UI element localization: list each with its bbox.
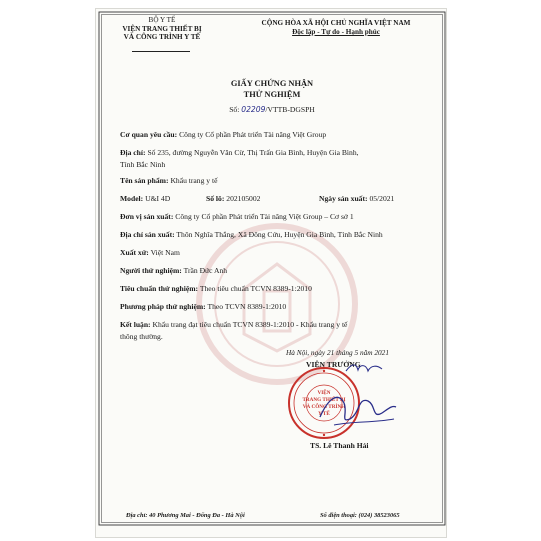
- factory-address-label: Địa chỉ sản xuất:: [120, 230, 175, 239]
- tester-label: Người thử nghiệm:: [120, 266, 182, 275]
- issue-date: Hà Nội, ngày 21 tháng 5 năm 2021: [286, 348, 389, 357]
- ministry-name: BỘ Y TẾ: [148, 16, 176, 24]
- manufacturer-row: [120, 212, 354, 223]
- institute-name-line2: VÀ CÔNG TRÌNH Y TẾ: [123, 33, 201, 42]
- address-row-continued: [120, 160, 165, 171]
- conclusion-row: [120, 320, 347, 331]
- seal-text-line4: Y TẾ: [318, 411, 330, 417]
- national-motto: Độc lập - Tự do - Hạnh phúc: [292, 28, 380, 36]
- conclusion-label: Kết luận:: [120, 320, 151, 329]
- role-initials-mark: [344, 361, 384, 375]
- footer-phone: Số điện thoại: (024) 38523065: [320, 512, 400, 519]
- model-value: U&I 4D: [145, 194, 171, 203]
- model-label: Model:: [120, 194, 144, 203]
- product-row: [120, 176, 217, 187]
- standard-label: Tiêu chuẩn thử nghiệm:: [120, 284, 199, 293]
- method-value: Theo TCVN 8389-1:2010: [207, 302, 287, 311]
- number-label: Số:: [229, 105, 240, 114]
- signer-name: TS. Lê Thanh Hải: [310, 441, 369, 450]
- model-row: [120, 194, 170, 205]
- handwritten-signature: [314, 383, 400, 433]
- seal-text-line2: TRANG THIẾT BỊ: [302, 397, 346, 403]
- requesting-agency-value: Công ty Cổ phần Phát triển Tài năng Việt Group: [179, 130, 327, 139]
- certificate-number: [96, 105, 448, 114]
- tester-value: Trần Đức Anh: [183, 266, 228, 275]
- mfg-date-value: 05/2021: [369, 194, 395, 203]
- conclusion-value-line1: Khẩu trang đạt tiêu chuẩn TCVN 8389-1:2010 - Khẩu trang y tế: [152, 320, 348, 329]
- seal-text-line1: VIỆN: [317, 390, 331, 396]
- tester-row: [120, 266, 227, 277]
- method-row: [120, 302, 286, 313]
- country-name: CỘNG HÒA XÃ HỘI CHỦ NGHĨA VIỆT NAM: [261, 19, 411, 27]
- address-value-line1: Số 235, đường Nguyễn Văn Cừ, Thị Trấn Gia Bình, Huyện Gia Bình,: [147, 148, 359, 157]
- signer-role: VIỆN TRƯỞNG: [306, 360, 361, 369]
- product-label: Tên sản phẩm:: [120, 176, 169, 185]
- number-suffix: /VTTB-DGSPH: [265, 105, 315, 114]
- seal-text-line3: VÀ CÔNG TRÌNH: [302, 404, 346, 410]
- method-label: Phương pháp thử nghiệm:: [120, 302, 206, 311]
- footer-address: Địa chỉ: 40 Phương Mai - Đống Đa - Hà Nội: [126, 512, 245, 519]
- certificate-subtitle: THỬ NGHIỆM: [243, 90, 301, 99]
- requesting-agency-label: Cơ quan yêu cầu:: [120, 130, 178, 139]
- factory-address-row: [120, 230, 383, 241]
- lot-label: Số lô:: [206, 194, 225, 203]
- product-value: Khẩu trang y tế: [170, 176, 218, 185]
- ministry-header: [102, 16, 222, 42]
- lot-value: 202105002: [226, 194, 261, 203]
- header-left-rule: [132, 51, 190, 52]
- conclusion-value-line2: thông thường.: [120, 332, 163, 341]
- standard-value: Theo tiêu chuẩn TCVN 8389-1:2010: [199, 284, 312, 293]
- address-value-line2: Tỉnh Bắc Ninh: [120, 160, 166, 169]
- certificate-title: GIẤY CHỨNG NHẬN: [230, 79, 314, 88]
- factory-address-value: Thôn Nghĩa Thắng, Xã Đông Cứu, Huyện Gia Bình, Tỉnh Bắc Ninh: [176, 230, 383, 239]
- institute-name-line1: VIỆN TRANG THIẾT BỊ: [122, 24, 202, 33]
- standard-row: [120, 284, 312, 295]
- mfg-date-label: Ngày sản xuất:: [319, 194, 368, 203]
- conclusion-row-continued: [120, 332, 163, 343]
- manufacturer-value: Công ty Cổ phần Phát triển Tài năng Việt Group – Cơ sở 1: [175, 212, 354, 221]
- requesting-agency-row: [120, 130, 326, 141]
- address-label: Địa chỉ:: [120, 148, 146, 157]
- certificate-page: [95, 8, 447, 538]
- manufacturer-label: Đơn vị sản xuất:: [120, 212, 174, 221]
- origin-label: Xuất xứ:: [120, 248, 149, 257]
- number-handwritten: 02209: [241, 105, 266, 114]
- origin-row: [120, 248, 180, 259]
- address-row: [120, 148, 359, 159]
- national-header: [229, 19, 443, 37]
- mfg-date-row: [319, 194, 394, 205]
- lot-row: [206, 194, 260, 205]
- origin-value: Việt Nam: [150, 248, 180, 257]
